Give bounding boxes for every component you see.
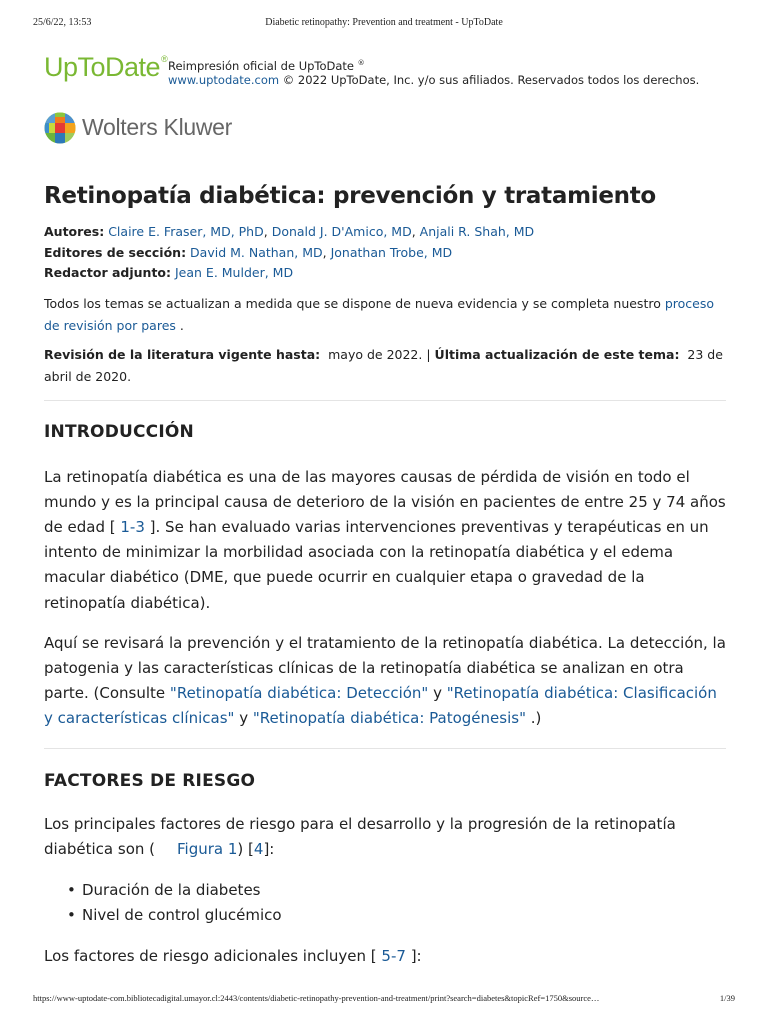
intro-paragraph-2: [44, 631, 726, 732]
uptodate-site-link[interactable]: www.uptodate.com: [168, 73, 280, 87]
authors-line: Autores: Claire E. Fraser, MD, PhD, Donald J. D'Amico, MD, Anjali R. Shah, MD: [44, 224, 535, 239]
section-heading-risk-factors: FACTORES DE RIESGO: [44, 770, 256, 791]
intro-p1-text: La retinopatía diabética es una de las mayores causas de pérdida de visión en todo el mundo y es la principal causa de deterioro de la visión en pacientes de entre 25 y 74 años de edad [: [44, 467, 726, 536]
uptodate-logo: [44, 52, 167, 83]
risk-paragraph: [44, 812, 726, 862]
review-separator: |: [426, 346, 431, 362]
section-heading-introduction: INTRODUCCIÓN: [44, 421, 194, 442]
section-editors-label: Editores de sección: [44, 244, 182, 260]
copyright-line: [168, 71, 699, 89]
deputy-editor-link[interactable]: Jean E. Mulder, MD: [175, 265, 294, 280]
risk-factor-list: [66, 878, 726, 928]
additional-text-end: ]:: [410, 946, 422, 965]
print-header: [33, 17, 735, 31]
risk-text-mid: ) [: [237, 839, 254, 858]
topic-link-classification[interactable]: "Retinopatía diabética: Clasificación y características clínicas": [44, 684, 717, 728]
article: [44, 178, 726, 969]
author-link[interactable]: Claire E. Fraser, MD, PhD: [108, 224, 264, 239]
additional-text: Los factores de riesgo adicionales incluyen [: [44, 946, 377, 965]
brand-banner: [44, 50, 744, 90]
notice-text: Todos los temas se actualizan a medida que se dispone de nueva evidencia y se completa nuestro: [44, 295, 661, 311]
figure-link[interactable]: Figura 1: [177, 839, 238, 858]
author-link[interactable]: Anjali R. Shah, MD: [419, 224, 535, 239]
updated-value: 23 de abril de 2020.: [44, 346, 723, 384]
authors-label: Autores: [44, 224, 100, 239]
divider: [44, 400, 726, 401]
review-value: mayo de 2022.: [328, 346, 423, 362]
intro-p2-end: .): [530, 709, 542, 728]
bullet: •: [67, 880, 76, 899]
rights-text: © 2022 UpToDate, Inc. y/o sus afiliados. Reservados todos los derechos.: [282, 73, 700, 87]
intro-p1-end: ]. Se han evaluado varias intervenciones preventivas y terapéuticas en un intento de minimizar la morbilidad asociada con la retinopatía diabética y el edema macular diabético (DME, que puede ocurrir en cualquier etapa o gravedad de la retinopatía diabética).: [44, 517, 709, 612]
risk-text: Los principales factores de riesgo para el desarrollo y la progresión de la retinopatía diabética son (: [44, 814, 676, 858]
reference-link[interactable]: 5-7: [381, 946, 406, 965]
list-item-text: Nivel de control glucémico: [82, 905, 282, 924]
wolters-kluwer-name: Wolters Kluwer: [82, 114, 233, 140]
update-notice: [44, 293, 726, 337]
divider: [44, 748, 726, 749]
uptodate-logo-mark: ®: [161, 54, 168, 64]
page-counter: 1/39: [719, 993, 735, 1003]
reprint-text: Reimpresión oficial de UpToDate: [168, 58, 354, 73]
conjunction: y: [239, 709, 249, 728]
list-item: [66, 903, 726, 928]
review-dates: Revisión de la literatura vigente hasta: mayo de 2022. | Última actualización de este tema: 23 de abril de 2020.: [44, 346, 723, 384]
additional-risk-paragraph: [44, 944, 726, 969]
deputy-editor-label: Redactor adjunto: [44, 265, 167, 280]
topic-link-pathogenesis[interactable]: "Retinopatía diabética: Patogénesis": [252, 709, 526, 728]
wolters-kluwer-mark-icon: [44, 112, 76, 144]
print-footer: [33, 993, 735, 1007]
intro-p2-text: Aquí se revisará la prevención y el tratamiento de la retinopatía diabética. La detección, la patogenia y las características clínicas de la retinopatía diabética se analizan en otra parte. (Consulte: [44, 633, 726, 703]
reprint-mark: ®: [357, 59, 365, 67]
topic-link-detection[interactable]: "Retinopatía diabética: Detección": [169, 684, 429, 703]
article-credits: [44, 222, 726, 284]
conjunction: y: [433, 684, 442, 703]
peer-review-link[interactable]: proceso de revisión por pares: [44, 295, 715, 333]
list-item-text: Duración de la diabetes: [82, 880, 261, 899]
article-title: Retinopatía diabética: prevención y tratamiento: [44, 183, 656, 209]
list-item: [66, 878, 726, 903]
print-page-title: Diabetic retinopathy: Prevention and treatment - UpToDate: [265, 17, 503, 28]
section-editors-line: Editores de sección: David M. Nathan, MD, Jonathan Trobe, MD: [44, 244, 453, 260]
review-label: Revisión de la literatura vigente hasta: [44, 346, 316, 362]
uptodate-logo-text: UpToDate: [44, 52, 161, 82]
risk-text-end: ]:: [263, 839, 275, 858]
print-date: 25/6/22, 13:53: [33, 17, 92, 28]
intro-paragraph-1: [44, 465, 726, 616]
bullet: •: [67, 905, 76, 924]
notice-end: .: [179, 317, 184, 333]
author-link[interactable]: Donald J. D'Amico, MD: [271, 224, 412, 239]
editor-link[interactable]: David M. Nathan, MD: [190, 244, 323, 260]
deputy-editor-line: Redactor adjunto: Jean E. Mulder, MD: [44, 265, 294, 280]
updated-label: Última actualización de este tema: [434, 346, 675, 362]
reference-link[interactable]: 1-3: [120, 517, 145, 536]
print-url: https://www-uptodate-com.bibliotecadigital.umayor.cl:2443/contents/diabetic-retinopathy-prevention-and-treatment/print?search=diabetes&topicRef=1750&source…: [33, 993, 600, 1003]
reference-link[interactable]: 4: [253, 839, 264, 858]
editor-link[interactable]: Jonathan Trobe, MD: [330, 244, 453, 260]
